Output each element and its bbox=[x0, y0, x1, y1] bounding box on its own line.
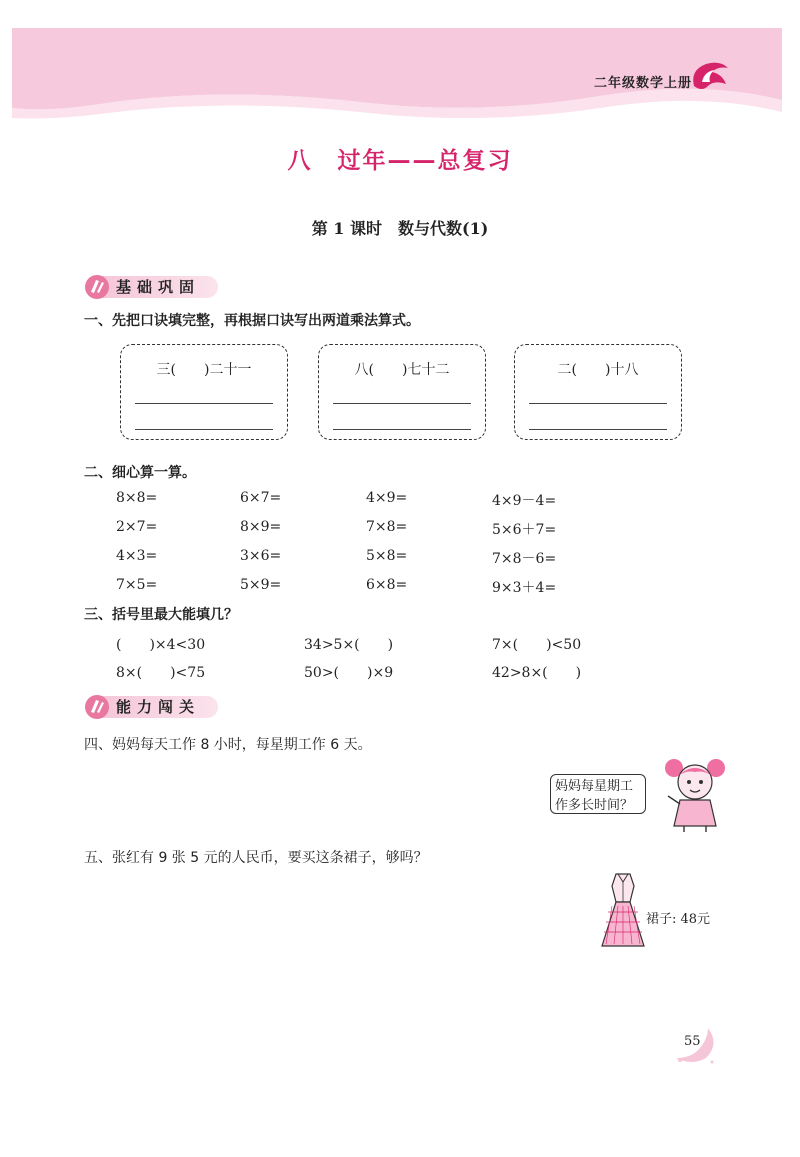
fill-box-3 bbox=[514, 344, 682, 440]
calc-item: 4×3= bbox=[116, 548, 158, 564]
answer-line[interactable] bbox=[135, 403, 273, 404]
calc-item: 9×3＋4= bbox=[492, 580, 557, 596]
calc-item: 5×6＋7= bbox=[492, 522, 557, 538]
calc-item: 6×8= bbox=[366, 577, 408, 593]
calc-item: 5×9= bbox=[240, 577, 282, 593]
question-1-title: 一、先把口诀填完整，再根据口诀写出两道乘法算式。 bbox=[84, 313, 420, 329]
box-prompt: 三( )二十一 bbox=[156, 362, 252, 378]
answer-line[interactable] bbox=[333, 403, 471, 404]
calc-item: 6×7= bbox=[240, 490, 282, 506]
section-label: 能力闯关 bbox=[98, 696, 218, 718]
pencil-hand-icon bbox=[84, 274, 110, 300]
girl-illustration-icon bbox=[660, 754, 730, 834]
dress-icon bbox=[600, 872, 646, 950]
answer-line[interactable] bbox=[333, 429, 471, 430]
speech-bubble bbox=[550, 774, 646, 814]
answer-line[interactable] bbox=[529, 429, 667, 430]
question-2-title: 二、细心算一算。 bbox=[84, 465, 196, 481]
fill-box-2 bbox=[318, 344, 486, 440]
chapter-title: 八 过年——总复习 bbox=[287, 148, 513, 174]
calc-item: 7×8= bbox=[366, 519, 408, 535]
fill-item[interactable]: 7×( )<50 bbox=[492, 637, 582, 653]
header-band bbox=[0, 0, 800, 130]
page-number: 55 bbox=[684, 1034, 701, 1049]
calc-item: 2×7= bbox=[116, 519, 158, 535]
calc-item: 7×5= bbox=[116, 577, 158, 593]
book-logo-icon bbox=[688, 56, 734, 96]
fill-item[interactable]: 34>5×( ) bbox=[304, 637, 394, 653]
calc-item: 8×8= bbox=[116, 490, 158, 506]
calc-item: 4×9= bbox=[366, 490, 408, 506]
book-title: 二年级数学上册 bbox=[593, 76, 692, 91]
calc-item: 3×6= bbox=[240, 548, 282, 564]
answer-line[interactable] bbox=[529, 403, 667, 404]
speech-text-line-2: 作多长时间？ bbox=[555, 798, 634, 813]
box-prompt: 八( )七十二 bbox=[354, 362, 450, 378]
fill-item[interactable]: 8×( )<75 bbox=[116, 665, 206, 681]
answer-line[interactable] bbox=[135, 429, 273, 430]
fill-item[interactable]: 42>8×( ) bbox=[492, 665, 582, 681]
calc-item: 4×9－4= bbox=[492, 493, 557, 509]
question-3-title: 三、括号里最大能填几？ bbox=[84, 607, 238, 623]
question-4-title: 四、妈妈每天工作 8 小时，每星期工作 6 天。 bbox=[84, 737, 372, 753]
fill-item[interactable]: 50>( )×9 bbox=[304, 665, 394, 681]
price-label: 裙子: 48元 bbox=[646, 912, 711, 927]
lesson-title: 第 1 课时 数与代数(1) bbox=[311, 219, 489, 238]
box-prompt: 二( )十八 bbox=[557, 362, 639, 378]
speech-text-line-1: 妈妈每星期工 bbox=[555, 779, 634, 794]
calc-item: 8×9= bbox=[240, 519, 282, 535]
fill-item[interactable]: ( )×4<30 bbox=[116, 637, 206, 653]
question-5-title: 五、张红有 9 张 5 元的人民币，要买这条裙子，够吗？ bbox=[84, 850, 428, 866]
section-label: 基础巩固 bbox=[98, 276, 218, 298]
calc-item: 5×8= bbox=[366, 548, 408, 564]
calc-item: 7×8－6= bbox=[492, 551, 557, 567]
fill-box-1 bbox=[120, 344, 288, 440]
pencil-hand-icon bbox=[84, 694, 110, 720]
